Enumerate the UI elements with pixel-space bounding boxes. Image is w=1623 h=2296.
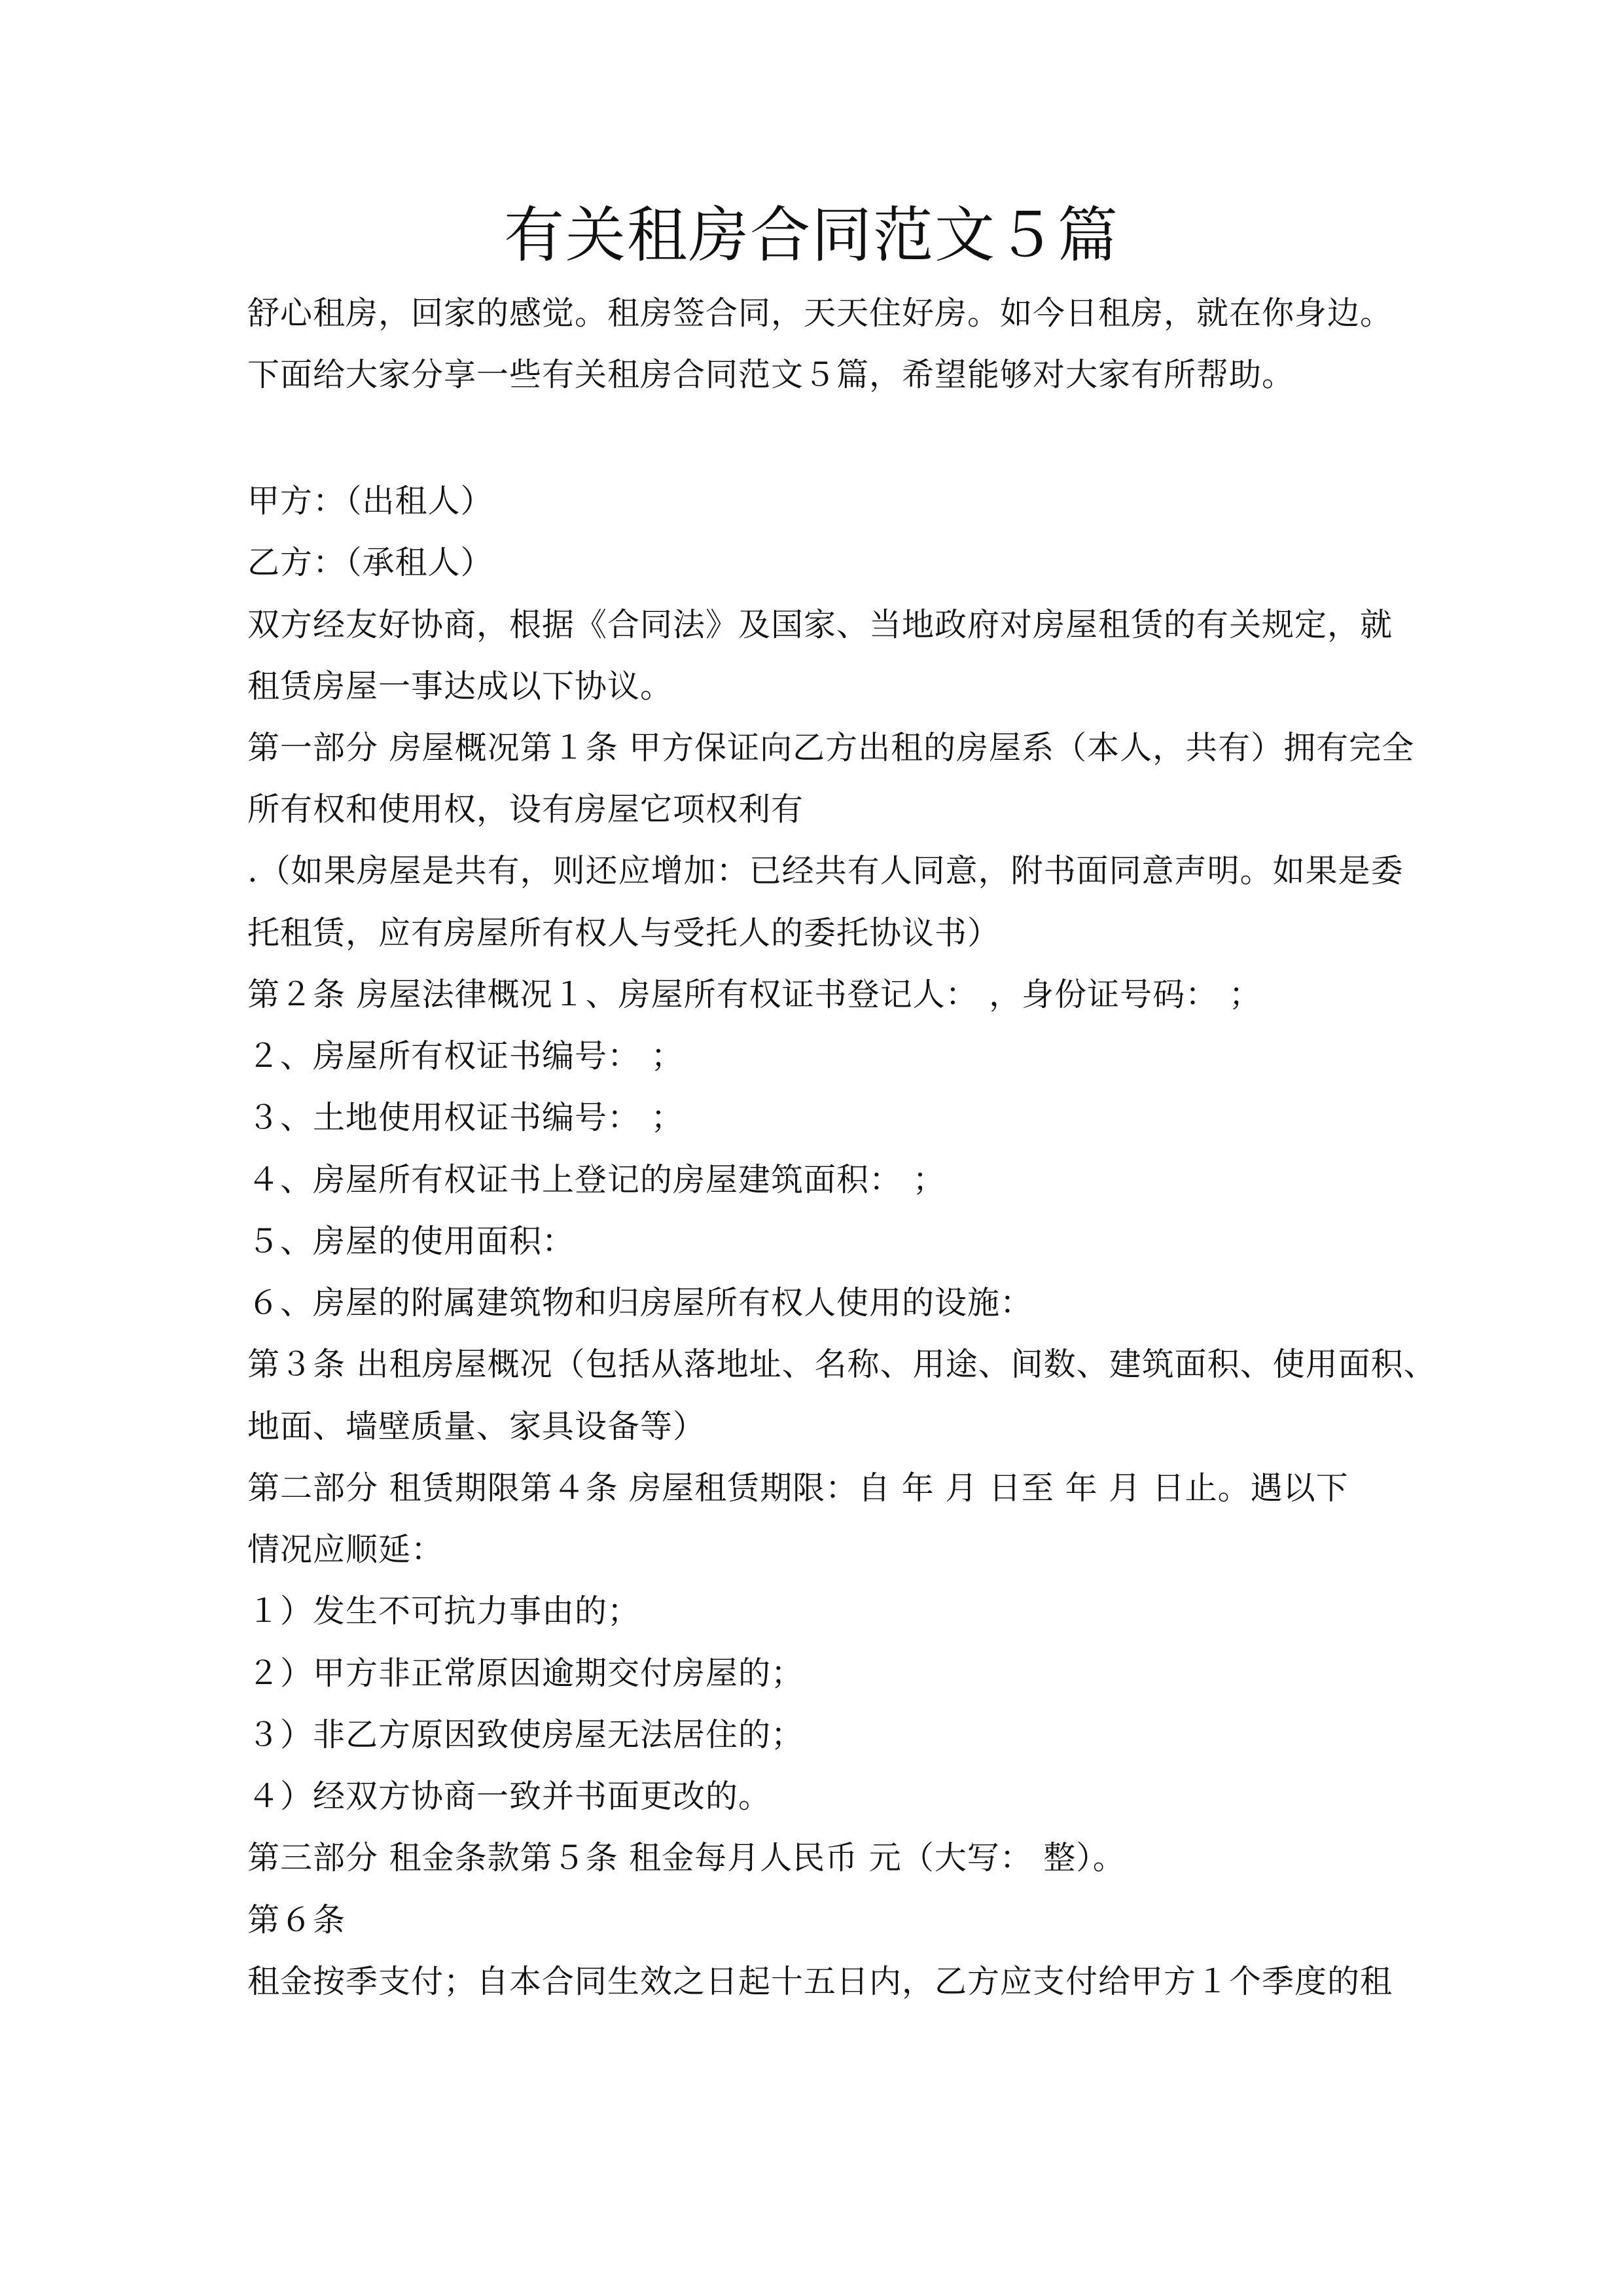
paragraph-line: 托租赁，应有房屋所有权人与受托人的委托协议书）	[247, 914, 1001, 952]
paragraph-line: ３、土地使用权证书编号： ；	[247, 1099, 684, 1136]
paragraph-line: 租金按季支付；自本合同生效之日起十五日内，乙方应支付给甲方１个季度的租	[247, 1963, 1393, 2000]
paragraph-line: ６、房屋的附属建筑物和归房屋所有权人使用的设施：	[247, 1284, 1033, 1321]
paragraph-line: .（如果房屋是共有，则还应增加：已经共有人同意，附书面同意声明。如果是委	[247, 852, 1404, 889]
paragraph-line: ５、房屋的使用面积：	[247, 1223, 575, 1260]
paragraph-line: ４、房屋所有权证书上登记的房屋建筑面积： ；	[247, 1161, 946, 1198]
list-item: ３）非乙方原因致使房屋无法居住的；	[247, 1716, 804, 1753]
intro-line-2: 下面给大家分享一些有关租房合同范文５篇，希望能够对大家有所帮助。	[247, 356, 1295, 393]
intro-line-1: 舒心租房，回家的感觉。租房签合同，天天住好房。如今日租房，就在你身边。	[247, 295, 1393, 332]
paragraph-line: ２、房屋所有权证书编号： ；	[247, 1037, 684, 1075]
paragraph-line: 地面、墙壁质量、家具设备等）	[247, 1408, 706, 1445]
paragraph-line: 所有权和使用权，设有房屋它项权利有	[247, 791, 804, 828]
paragraph-line: 第６条	[247, 1901, 346, 1939]
paragraph-line: 第３条 出租房屋概况（包括从落地址、名称、用途、间数、建筑面积、使用面积、	[247, 1346, 1436, 1383]
party-a-line: 甲方：（出租人）	[247, 482, 493, 520]
list-item: ２）甲方非正常原因逾期交付房屋的；	[247, 1655, 804, 1692]
party-b-line: 乙方：（承租人）	[247, 544, 493, 581]
paragraph-line: 双方经友好协商，根据《合同法》及国家、当地政府对房屋租赁的有关规定，就	[247, 606, 1393, 643]
paragraph-line: 情况应顺延：	[247, 1531, 444, 1568]
paragraph-line: 第２条 房屋法律概况１、房屋所有权证书登记人： ，身份证号码： ；	[247, 976, 1262, 1013]
document-title: 有关租房合同范文５篇	[503, 200, 1119, 270]
list-item: ４）经双方协商一致并书面更改的。	[247, 1778, 772, 1815]
paragraph-line: 第三部分 租金条款第５条 租金每月人民币 元（大写： 整）。	[247, 1839, 1126, 1876]
paragraph-line: 第一部分 房屋概况第１条 甲方保证向乙方出租的房屋系（本人，共有）拥有完全	[247, 729, 1415, 766]
list-item: １）发生不可抗力事由的；	[247, 1592, 641, 1630]
paragraph-line: 第二部分 租赁期限第４条 房屋租赁期限：自 年 月 日至 年 月 日止。遇以下	[247, 1469, 1349, 1507]
paragraph-line: 租赁房屋一事达成以下协议。	[247, 668, 673, 705]
